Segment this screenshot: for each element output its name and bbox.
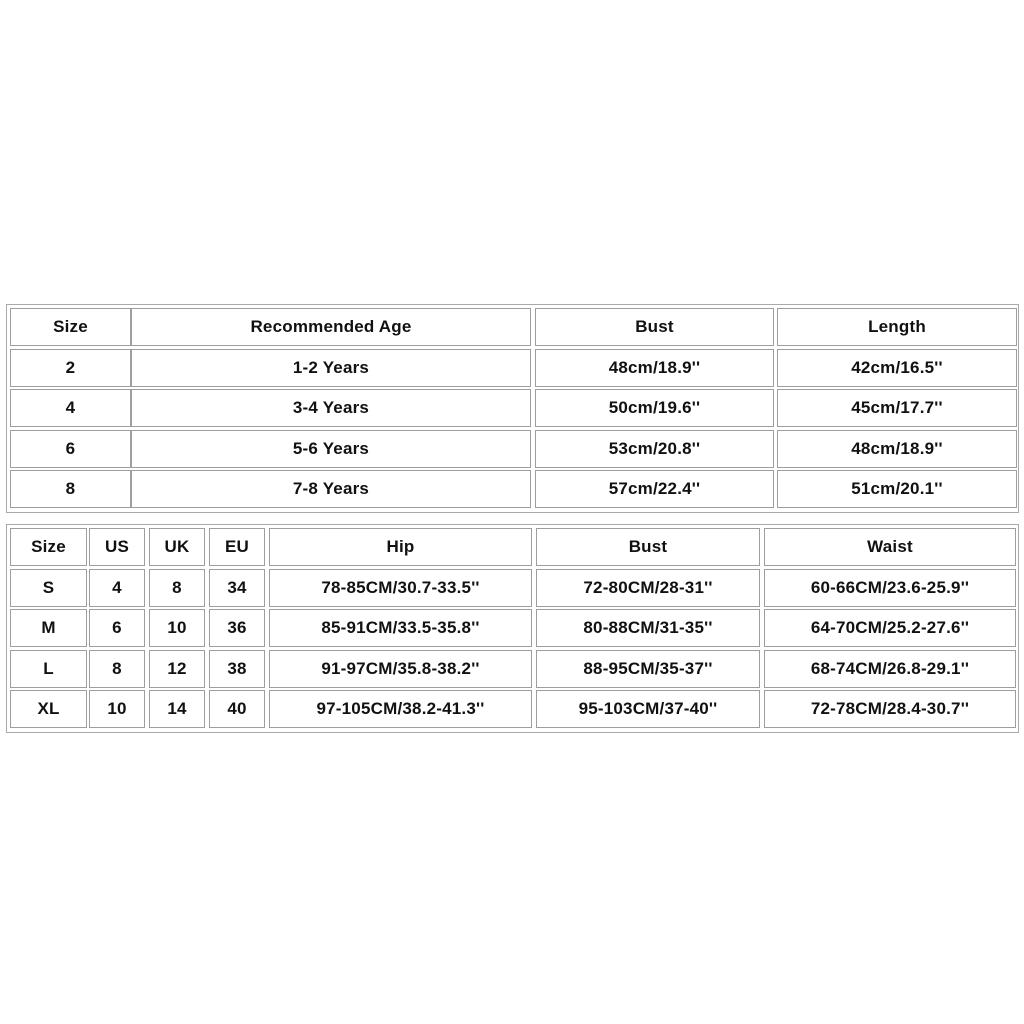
table-cell-us: 4 xyxy=(89,569,145,607)
kids-size-chart-table xyxy=(6,304,1019,513)
table-cell-waist: 64-70CM/25.2-27.6'' xyxy=(764,609,1016,647)
table-cell-length: 42cm/16.5'' xyxy=(777,349,1017,387)
table-cell-uk: 12 xyxy=(149,650,205,688)
table-cell-eu: 36 xyxy=(209,609,265,647)
table-cell-waist: 68-74CM/26.8-29.1'' xyxy=(764,650,1016,688)
table-cell-recommended-age: 1-2 Years xyxy=(131,349,531,387)
header-cell-eu: EU xyxy=(209,528,265,566)
table-cell-us: 6 xyxy=(89,609,145,647)
table-cell-bust: 57cm/22.4'' xyxy=(535,470,774,508)
table-cell-us: 10 xyxy=(89,690,145,728)
table-cell-bust: 50cm/19.6'' xyxy=(535,389,774,427)
table-cell-size: M xyxy=(10,609,87,647)
table-cell-eu: 38 xyxy=(209,650,265,688)
header-cell-size: Size xyxy=(10,308,131,346)
table-cell-recommended-age: 3-4 Years xyxy=(131,389,531,427)
table-cell-size: 8 xyxy=(10,470,131,508)
header-cell-waist: Waist xyxy=(764,528,1016,566)
table-cell-bust: 53cm/20.8'' xyxy=(535,430,774,468)
adult-size-chart-table xyxy=(6,524,1019,733)
header-cell-size: Size xyxy=(10,528,87,566)
table-cell-size: 6 xyxy=(10,430,131,468)
table-cell-size: L xyxy=(10,650,87,688)
table-cell-waist: 72-78CM/28.4-30.7'' xyxy=(764,690,1016,728)
table-cell-bust: 72-80CM/28-31'' xyxy=(536,569,760,607)
table-cell-hip: 85-91CM/33.5-35.8'' xyxy=(269,609,532,647)
header-cell-us: US xyxy=(89,528,145,566)
header-cell-hip: Hip xyxy=(269,528,532,566)
table-cell-size: 2 xyxy=(10,349,131,387)
table-cell-bust: 48cm/18.9'' xyxy=(535,349,774,387)
header-cell-bust: Bust xyxy=(536,528,760,566)
table-cell-hip: 91-97CM/35.8-38.2'' xyxy=(269,650,532,688)
table-cell-eu: 34 xyxy=(209,569,265,607)
header-cell-length: Length xyxy=(777,308,1017,346)
header-cell-uk: UK xyxy=(149,528,205,566)
table-cell-uk: 14 xyxy=(149,690,205,728)
table-cell-length: 45cm/17.7'' xyxy=(777,389,1017,427)
table-cell-uk: 10 xyxy=(149,609,205,647)
table-cell-length: 48cm/18.9'' xyxy=(777,430,1017,468)
table-cell-bust: 80-88CM/31-35'' xyxy=(536,609,760,647)
table-cell-waist: 60-66CM/23.6-25.9'' xyxy=(764,569,1016,607)
table-cell-size: S xyxy=(10,569,87,607)
table-cell-bust: 95-103CM/37-40'' xyxy=(536,690,760,728)
table-cell-uk: 8 xyxy=(149,569,205,607)
table-cell-size: 4 xyxy=(10,389,131,427)
table-cell-hip: 97-105CM/38.2-41.3'' xyxy=(269,690,532,728)
table-cell-eu: 40 xyxy=(209,690,265,728)
table-cell-length: 51cm/20.1'' xyxy=(777,470,1017,508)
table-cell-size: XL xyxy=(10,690,87,728)
table-cell-bust: 88-95CM/35-37'' xyxy=(536,650,760,688)
header-cell-recommended-age: Recommended Age xyxy=(131,308,531,346)
table-cell-hip: 78-85CM/30.7-33.5'' xyxy=(269,569,532,607)
header-cell-bust: Bust xyxy=(535,308,774,346)
table-cell-recommended-age: 5-6 Years xyxy=(131,430,531,468)
table-cell-recommended-age: 7-8 Years xyxy=(131,470,531,508)
table-cell-us: 8 xyxy=(89,650,145,688)
